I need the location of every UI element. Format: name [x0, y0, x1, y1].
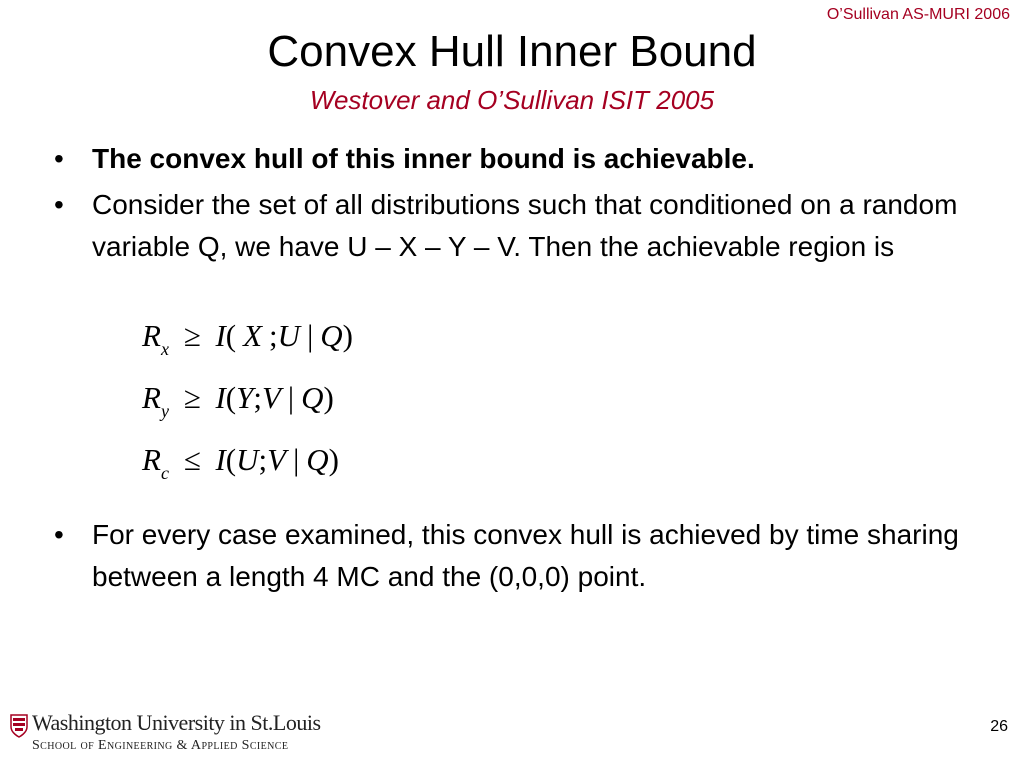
eq-bar: |: [307, 318, 314, 353]
eq-function: I: [215, 318, 226, 353]
eq-var-a: U: [236, 442, 259, 477]
eq-var-a: X: [243, 318, 263, 353]
slide-title: Convex Hull Inner Bound: [267, 27, 757, 76]
author-credit: O’Sullivan AS-MURI 2006: [826, 6, 1010, 23]
eq-function: I: [215, 380, 226, 415]
bullet-item: [50, 184, 980, 268]
shield-icon: [10, 714, 28, 738]
eq-separator: ;: [258, 442, 268, 477]
page-number: 26: [990, 718, 1008, 735]
equation-ry: [142, 380, 334, 421]
eq-close-paren: ): [342, 318, 353, 353]
eq-bar: |: [287, 380, 295, 415]
bullet-text: The convex hull of this inner bound is achievable.: [92, 143, 755, 174]
eq-relation: ≤: [183, 442, 201, 477]
eq-var-c: Q: [306, 442, 329, 477]
eq-close-paren: ): [323, 380, 334, 415]
eq-lhs: R: [142, 442, 161, 477]
equation-rx: [142, 318, 353, 359]
eq-var-b: U: [277, 318, 301, 353]
bullet-item: [50, 514, 980, 598]
bullet-marker: •: [54, 189, 64, 220]
eq-close-paren: ): [328, 442, 339, 477]
eq-var-b: V: [267, 442, 287, 477]
logo-university-name: Washington University in St.Louis: [32, 710, 321, 735]
bullet-list: [50, 138, 980, 272]
eq-bar: |: [293, 442, 300, 477]
bullet-text: For every case examined, this convex hull is achieved by time sharing between a length 4 MC and the (0,0,0) point.: [92, 519, 959, 592]
eq-lhs: R: [142, 380, 161, 415]
logo-school-name: School of Engineering & Applied Science: [32, 738, 289, 753]
bullet-marker: •: [54, 143, 64, 174]
eq-separator: ;: [269, 318, 278, 353]
eq-var-a: Y: [236, 380, 254, 415]
university-logo: [10, 710, 321, 760]
equation-rc: [142, 442, 339, 483]
eq-relation: ≥: [183, 380, 201, 415]
eq-separator: ;: [253, 380, 262, 415]
eq-lhs: R: [142, 318, 161, 353]
eq-subscript: c: [160, 463, 169, 483]
slide-subtitle: Westover and O’Sullivan ISIT 2005: [309, 85, 715, 115]
bullet-text: Consider the set of all distributions such that conditioned on a random variable Q, we have U – X – Y – V. Then the achievable region is: [92, 189, 958, 262]
eq-subscript: y: [160, 401, 169, 421]
bullet-item: [50, 138, 980, 180]
eq-var-b: V: [261, 380, 281, 415]
eq-subscript: x: [160, 339, 169, 359]
eq-open-paren: (: [225, 318, 237, 353]
eq-open-paren: (: [225, 380, 237, 415]
bullet-marker: •: [54, 519, 64, 550]
eq-var-c: Q: [301, 380, 324, 415]
eq-relation: ≥: [183, 318, 201, 353]
eq-open-paren: (: [225, 442, 237, 477]
eq-function: I: [215, 442, 226, 477]
eq-var-c: Q: [320, 318, 343, 353]
